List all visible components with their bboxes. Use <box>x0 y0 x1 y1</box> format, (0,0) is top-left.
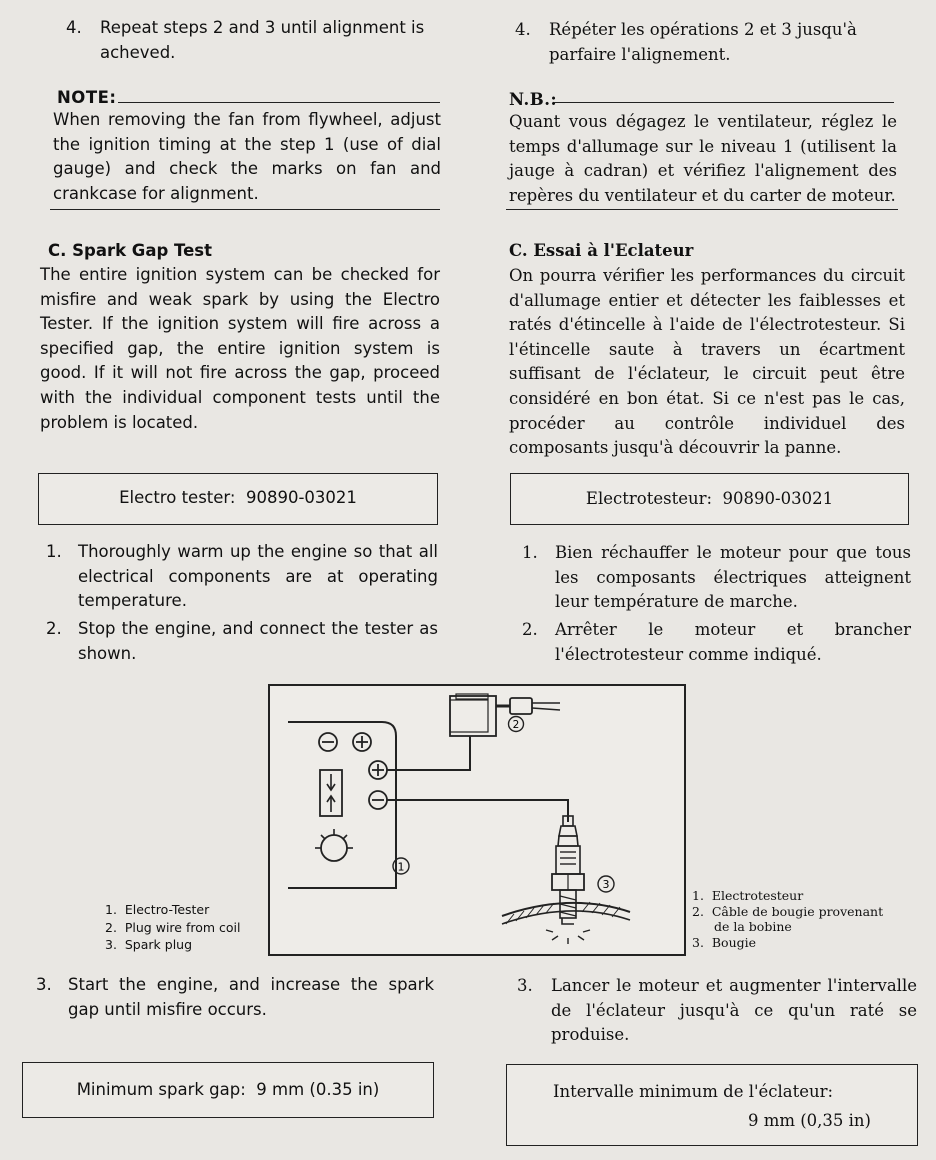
fr-note-top-rule <box>554 102 894 103</box>
en-step-1-number: 1. <box>46 542 62 561</box>
en-diagram-legend <box>105 901 275 954</box>
en-step-4 <box>66 16 446 66</box>
fr-step-2-text: Arrêter le moteur et brancher l'électrotesteur comme indiqué. <box>555 620 911 664</box>
en-legend-item: 1. Electro-Tester <box>105 902 210 917</box>
fr-note-bottom-rule <box>506 209 898 210</box>
tester-connection-diagram <box>268 684 686 956</box>
fr-step-1 <box>522 541 914 617</box>
tester-minus-terminal-icon <box>319 733 337 751</box>
diagram-drawing <box>270 686 684 954</box>
fr-step-3 <box>517 974 917 1050</box>
callout-3-marker <box>598 876 614 892</box>
fr-step-1-text: Bien réchauffer le moteur pour que tous les composants électriques atteignent leur température de marche. <box>555 543 911 612</box>
fr-step-3-text: Lancer le moteur et augmenter l'intervalle de l'éclateur jusqu'à ce qu'un raté se produise. <box>551 976 917 1045</box>
en-gap-spec-text: Minimum spark gap: 9 mm (0.35 in) <box>76 1080 380 1099</box>
negative-lead-wire <box>387 800 568 822</box>
spark-burst-icon <box>546 930 590 944</box>
en-section-text: The entire ignition system can be checked for misfire and weak spark by using the Electro Tester. If the ignition system will fire across a specified gap, the entire ignition system is good. If it will not fire across the gap, proceed with the individual component tests until the problem is located. <box>40 265 440 432</box>
fr-step-3-number: 3. <box>517 976 533 995</box>
fr-step-4-text: Répéter les opérations 2 et 3 jusqu'à parfaire l'alignement. <box>549 20 857 64</box>
en-step-3-text: Start the engine, and increase the spark gap until misfire occurs. <box>68 975 434 1019</box>
en-tester-spec-box <box>38 473 438 525</box>
ignition-coil-icon <box>450 694 496 736</box>
en-step-3-number: 3. <box>36 975 52 994</box>
en-step-1-text: Thoroughly warm up the engine so that all electrical components are at operating temperature. <box>78 542 438 611</box>
en-tester-spec-text: Electro tester: 90890-03021 <box>119 488 357 507</box>
fr-section-text: On pourra vérifier les performances du circuit d'allumage entier et détecter les faiblesses et ratés d'étincelle à l'aide de l'électrotesteur. Si l'étincelle saute à travers un écartment suffisant de l'éclateur, le circuit peut être considéré en bon état. Si ce n'est pas le cas, procéder au contrôle individuel des composants jusqu'à découvrir la panne. <box>509 266 905 458</box>
fr-tester-spec-text: Electrotesteur: 90890-03021 <box>585 489 834 508</box>
spark-plug-icon <box>552 816 584 924</box>
en-step-3 <box>36 973 436 1023</box>
fr-diagram-legend <box>692 888 912 950</box>
fr-gap-spec-line-2: 9 mm (0,35 in) <box>747 1111 871 1130</box>
fr-gap-spec-line-1: Intervalle minimum de l'éclateur: <box>553 1082 834 1101</box>
callout-3-label: 3 <box>602 878 610 891</box>
tester-plus-terminal-icon <box>353 733 371 751</box>
fr-legend-item: 1. Electrotesteur <box>692 888 804 903</box>
en-step-2-number: 2. <box>46 619 62 638</box>
en-note-label: NOTE: <box>57 88 117 107</box>
callout-2-marker <box>509 717 524 732</box>
en-legend-item: 3. Spark plug <box>105 937 193 952</box>
fr-legend-item: 3. Bougie <box>692 934 757 950</box>
fr-step-4-number: 4. <box>515 20 531 39</box>
en-step-2 <box>46 617 441 667</box>
fr-note-text: Quant vous dégagez le ventilateur, réglez le temps d'allumage sur le niveau 1 (utilisent la jauge à cadran) et vérifiez l'alignement des repères du ventilateur et du carter de moteur. <box>509 112 897 205</box>
fr-step-4 <box>515 18 895 68</box>
fr-legend-item: 2. Câble de bougie provenant <box>692 903 884 919</box>
fr-legend-item: de la bobine <box>714 919 792 934</box>
en-step-4-number: 4. <box>66 18 82 37</box>
callout-2-label: 2 <box>512 719 520 731</box>
en-step-2-text: Stop the engine, and connect the tester as shown. <box>78 619 438 663</box>
fr-tester-spec-box <box>510 473 909 525</box>
en-legend-item: 2. Plug wire from coil <box>105 919 241 935</box>
output-plus-terminal-icon <box>369 761 387 779</box>
plug-cap-icon <box>510 698 532 714</box>
fr-note-label: N.B.: <box>509 90 558 109</box>
fr-gap-spec-box <box>506 1064 918 1146</box>
en-note-bottom-rule <box>50 209 440 210</box>
en-step-1 <box>46 540 441 616</box>
control-knob-icon <box>315 829 353 861</box>
en-note-top-rule <box>118 102 440 103</box>
en-section-heading: C. Spark Gap Test <box>48 241 213 260</box>
fr-step-2 <box>522 618 914 668</box>
coil-lead-wires <box>532 703 560 710</box>
fr-step-2-number: 2. <box>522 620 538 639</box>
en-gap-spec-box <box>22 1062 434 1118</box>
gap-adjuster-icon <box>320 770 342 816</box>
fr-step-1-number: 1. <box>522 543 538 562</box>
output-minus-terminal-icon <box>369 791 387 809</box>
positive-lead-wire <box>387 736 470 770</box>
en-note-text: When removing the fan from flywheel, adjust the ignition timing at the step 1 (use of dial gauge) and check the marks on fan and crankcase for alignment. <box>53 110 441 203</box>
en-step-4-text: Repeat steps 2 and 3 until alignment is acheved. <box>100 18 425 62</box>
callout-1-label: 1 <box>397 860 405 874</box>
fr-section-heading: C. Essai à l'Eclateur <box>509 241 694 260</box>
